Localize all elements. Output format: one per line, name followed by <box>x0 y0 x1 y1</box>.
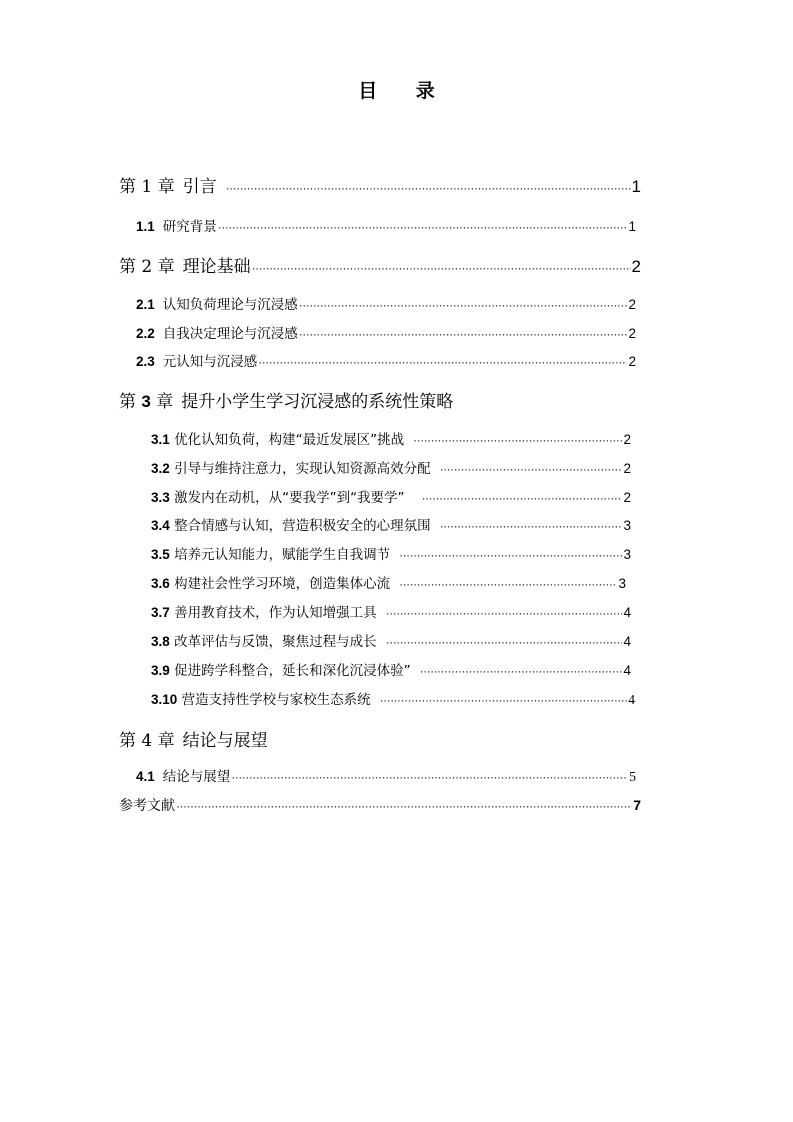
page-number: 2 <box>631 257 641 276</box>
leader-dots <box>299 327 628 341</box>
section-number: 1.1 <box>136 219 155 234</box>
toc-section-3-1[interactable] <box>151 428 631 448</box>
page-number: 5 <box>629 769 636 784</box>
page-number: 2 <box>628 297 636 312</box>
section-title: 研究背景 <box>162 219 217 235</box>
leader-dots <box>386 606 623 620</box>
leader-dots <box>299 298 628 312</box>
section-number: 3.1 <box>151 432 170 447</box>
section-number: 3.4 <box>151 518 170 533</box>
toc-section-3-8[interactable] <box>151 630 631 650</box>
leader-dots <box>386 635 623 649</box>
toc-section-3-9[interactable] <box>151 659 631 679</box>
chapter-suffix: 章 <box>157 257 175 277</box>
section-number: 4.1 <box>136 769 155 784</box>
toc-section-3-3[interactable] <box>151 486 631 506</box>
chapter-title: 引言 <box>182 177 217 197</box>
page-number: 7 <box>633 797 641 813</box>
leader-dots <box>399 577 617 591</box>
page-number: 4 <box>628 692 635 707</box>
toc-section-3-5[interactable] <box>151 543 631 563</box>
chapter-suffix: 章 <box>157 177 175 197</box>
toc-section-2-3[interactable] <box>136 350 636 370</box>
page-number: 4 <box>623 605 631 620</box>
section-title: 自我决定理论与沉浸感 <box>162 326 298 342</box>
chapter-number: 4 <box>141 731 153 751</box>
toc-chapter-3[interactable] <box>119 387 641 412</box>
chapter-number: 2 <box>141 257 153 277</box>
leader-dots <box>380 693 628 707</box>
chapter-title: 提升小学生学习沉浸感的系统性策略 <box>181 392 454 412</box>
references-title: 参考文献 <box>119 798 175 814</box>
leader-dots <box>252 261 631 275</box>
toc-references[interactable] <box>119 795 641 815</box>
page-number: 1 <box>631 177 641 196</box>
section-title: 善用教育技术，作为认知增强工具 <box>174 605 377 621</box>
chapter-suffix: 章 <box>157 731 175 751</box>
toc-section-3-2[interactable] <box>151 457 631 477</box>
leader-dots <box>420 664 623 678</box>
section-title: 结论与展望 <box>162 769 231 785</box>
section-title: 激发内在动机，从“要我学”到“我要学” <box>174 490 405 506</box>
chapter-number: 1 <box>141 177 153 197</box>
toc-section-4-1[interactable] <box>136 765 636 785</box>
section-number: 2.1 <box>136 297 155 312</box>
leader-dots <box>231 770 628 784</box>
section-number: 3.5 <box>151 547 170 562</box>
section-number: 3.10 <box>151 692 178 707</box>
chapter-number: 3 <box>141 392 151 411</box>
section-number: 2.3 <box>136 354 155 369</box>
page-number: 2 <box>623 490 631 505</box>
leader-dots <box>218 220 628 234</box>
section-number: 3.2 <box>151 461 170 476</box>
toc-section-3-10[interactable] <box>151 688 635 708</box>
section-title: 营造支持性学校与家校生态系统 <box>181 692 371 708</box>
leader-dots <box>440 462 623 476</box>
page-number: 4 <box>623 663 631 678</box>
toc-title: 目 录 <box>358 80 451 102</box>
toc-section-3-6[interactable] <box>151 572 626 592</box>
leader-dots <box>440 519 623 533</box>
section-title: 认知负荷理论与沉浸感 <box>162 297 298 313</box>
leader-dots <box>226 181 631 195</box>
page-number: 3 <box>618 576 626 591</box>
section-title: 改革评估与反馈，聚焦过程与成长 <box>174 634 377 650</box>
leader-dots <box>399 548 622 562</box>
toc-section-2-1[interactable] <box>136 293 636 313</box>
section-number: 3.9 <box>151 663 170 678</box>
leader-dots <box>422 491 623 505</box>
page-number: 2 <box>623 461 631 476</box>
chapter-prefix: 第 <box>119 731 136 751</box>
section-number: 3.8 <box>151 634 170 649</box>
chapter-title: 结论与展望 <box>182 731 268 751</box>
toc-chapter-2[interactable] <box>119 252 641 277</box>
page-number: 3 <box>623 547 631 562</box>
page-number: 2 <box>628 326 636 341</box>
page-number: 4 <box>623 634 631 649</box>
section-title: 整合情感与认知，营造积极安全的心理氛围 <box>174 518 431 534</box>
section-title: 优化认知负荷，构建“最近发展区”挑战 <box>174 432 405 448</box>
section-title: 培养元认知能力，赋能学生自我调节 <box>174 547 391 563</box>
toc-section-3-4[interactable] <box>151 514 631 534</box>
chapter-prefix: 第 <box>119 392 136 412</box>
page-number: 3 <box>623 518 631 533</box>
toc-section-3-7[interactable] <box>151 601 631 621</box>
section-title: 引导与维持注意力，实现认知资源高效分配 <box>174 461 431 477</box>
chapter-title: 理论基础 <box>182 257 251 277</box>
section-number: 2.2 <box>136 326 155 341</box>
toc-chapter-4[interactable] <box>119 726 641 751</box>
section-title: 构建社会性学习环境，创造集体心流 <box>174 576 391 592</box>
section-number: 3.6 <box>151 576 170 591</box>
page-number: 2 <box>623 432 631 447</box>
toc-chapter-1[interactable] <box>119 172 641 197</box>
toc-section-1-1[interactable] <box>136 215 636 235</box>
leader-dots <box>258 355 627 369</box>
toc-section-2-2[interactable] <box>136 322 636 342</box>
section-title: 元认知与沉浸感 <box>162 354 258 370</box>
page-number: 1 <box>628 219 636 234</box>
section-number: 3.3 <box>151 490 170 505</box>
section-number: 3.7 <box>151 605 170 620</box>
chapter-suffix: 章 <box>156 392 174 412</box>
page-number: 2 <box>628 354 636 369</box>
chapter-prefix: 第 <box>119 177 136 197</box>
leader-dots <box>413 433 622 447</box>
section-title: 促进跨学科整合，延长和深化沉浸体验” <box>174 663 411 679</box>
leader-dots <box>176 799 632 813</box>
chapter-prefix: 第 <box>119 257 136 277</box>
